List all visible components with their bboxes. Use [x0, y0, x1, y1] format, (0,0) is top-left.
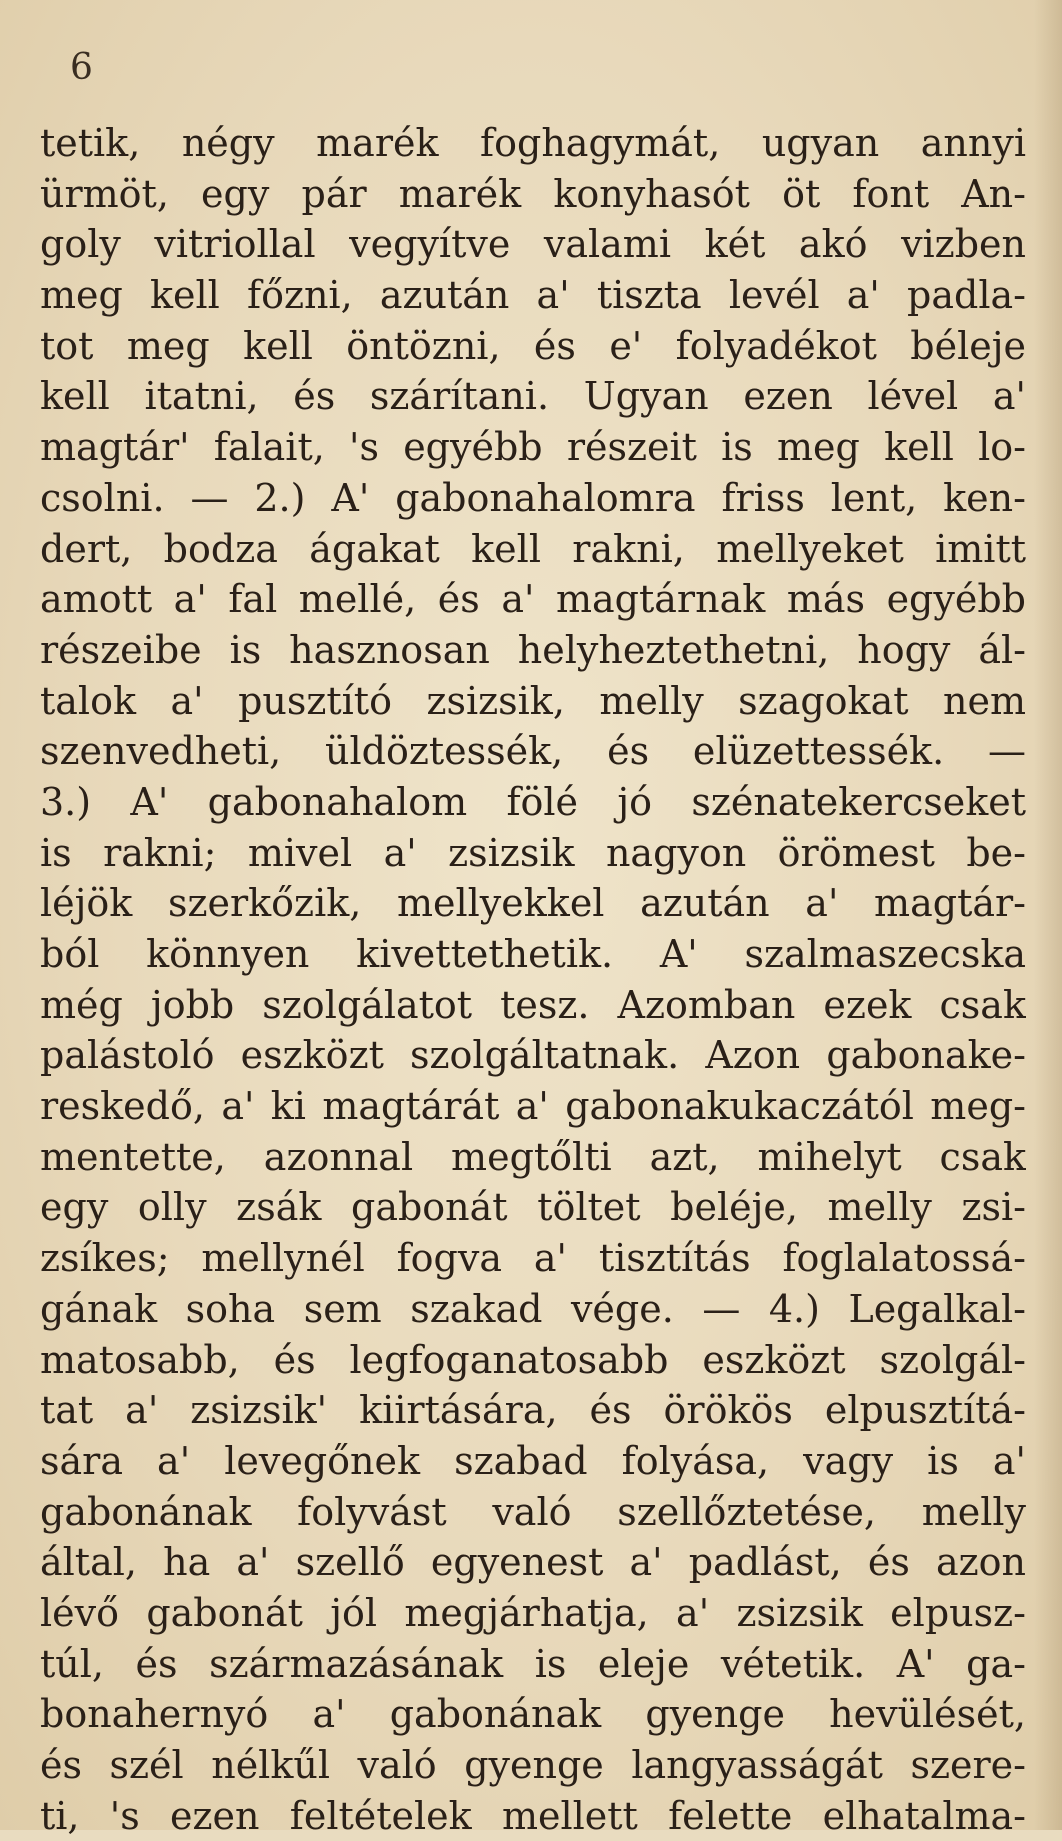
text-line: által, ha a' szellő egyenest a' padlást, és azon [40, 1540, 1026, 1585]
text-line: goly vitriollal vegyítve valami két akó vizben [40, 222, 1026, 267]
text-line: talok a' pusztító zsizsik, melly szagokat nem [40, 678, 1026, 723]
text-line: magtár' falait, 's egyébb részeit is meg kell lo- [40, 425, 1026, 470]
text-line: is rakni; mivel a' zsizsik nagyon örömest be- [40, 830, 1026, 875]
text-line: csolni. — 2.) A' gabonahalomra friss lent, ken- [40, 475, 1026, 520]
text-line: tat a' zsizsik' kiirtására, és örökös elpusztítá- [40, 1388, 1026, 1433]
page-number: 6 [70, 47, 93, 88]
text-line: dert, bodza ágakat kell rakni, mellyeket imitt [40, 526, 1026, 571]
text-line: túl, és származásának is eleje vétetik. A' ga- [40, 1641, 1026, 1686]
text-line: matosabb, és legfoganatosabb eszközt szolgál- [40, 1337, 1026, 1382]
text-line: gabonának folyvást való szellőztetése, melly [40, 1489, 1026, 1534]
text-line: ti, 's ezen feltételek mellett felette elhatalma- [40, 1793, 1026, 1838]
text-line: gának soha sem szakad vége. — 4.) Legalkal- [40, 1286, 1026, 1331]
text-line: sára a' levegőnek szabad folyása, vagy is a' [40, 1438, 1026, 1483]
text-line: kell itatni, és szárítani. Ugyan ezen lével a' [40, 374, 1026, 419]
text-line: egy olly zsák gabonát töltet beléje, melly zsi- [40, 1185, 1026, 1230]
text-line: mentette, azonnal megtőlti azt, mihelyt csak [40, 1134, 1026, 1179]
text-line: még jobb szolgálatot tesz. Azomban ezek csak [40, 982, 1026, 1027]
text-line: tetik, négy marék foghagymát, ugyan annyi [40, 121, 1026, 165]
text-line: bonahernyó a' gabonának gyenge hevülését, [40, 1692, 1026, 1737]
text-line: és szél nélkűl való gyenge langyasságát szere- [40, 1743, 1026, 1787]
text-line: ürmöt, egy pár marék konyhasót öt font An- [40, 171, 1026, 216]
text-line: reskedő, a' ki magtárát a' gabonakukaczától meg- [40, 1084, 1026, 1129]
text-line: léjök szerkőzik, mellyekkel azután a' magtár- [40, 881, 1026, 926]
text-line: zsíkes; mellynél fogva a' tisztítás foglalatossá- [40, 1236, 1026, 1281]
text-line: palástoló eszközt szolgáltatnak. Azon gabonake- [40, 1033, 1026, 1078]
text-line: lévő gabonát jól megjárhatja, a' zsizsik elpusz- [40, 1590, 1026, 1635]
body-text [40, 118, 1026, 1841]
text-line: szenvedheti, üldöztessék, és elüzettessék. — [40, 729, 1026, 774]
text-line: ból könnyen kivettethetik. A' szalmaszecska [40, 932, 1026, 976]
text-line: meg kell főzni, azután a' tiszta levél a' padla- [40, 273, 1026, 318]
text-line: 3.) A' gabonahalom fölé jó szénatekercseket [40, 779, 1026, 824]
text-line: tot meg kell öntözni, és e' folyadékot béleje [40, 323, 1026, 368]
text-line: amott a' fal mellé, és a' magtárnak más egyébb [40, 577, 1026, 622]
page-edge-shadow [1034, 0, 1062, 1830]
text-line: részeibe is hasznosan helyheztethetni, hogy ál- [40, 627, 1026, 672]
